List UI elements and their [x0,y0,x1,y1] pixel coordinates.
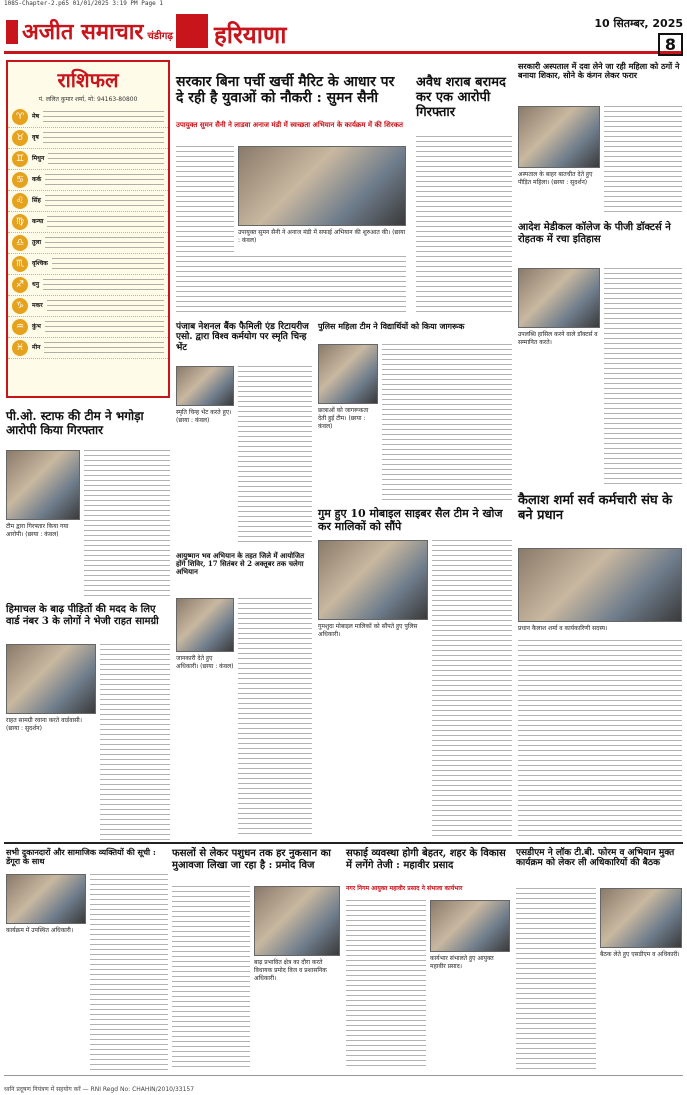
footer [4,1075,683,1093]
virgo-icon: ♍ [12,214,28,230]
rashi-item: ♉ वृष [8,128,168,149]
himalaya-photo-caption: राहत सामग्री रवाना करते वार्डवासी। (छाया : सुदर्शन) [6,717,82,732]
print-slug: 1085-Chapter-2.p65 01/01/2025 3:19 PM Page 1 [4,0,163,7]
sdm-headline: एसडीएम ने लॉक टी.बी. फोरम व अभियान मुक्त कार्यक्रम को लेकर ली अधिकारियों की बैठक [516,848,675,869]
sangrah-headline: सभी दुकानदारों और सामाजिक व्यक्तियों की सूची : डेंगूरा के साथ [6,847,156,867]
divider [4,842,683,844]
issue-date: 10 सितम्बर, 2025 [594,17,683,30]
date-box [584,16,683,54]
po-staff-photo-caption: टीम द्वारा गिरफ्तार किया गया आरोपी। (छाया : कंवल) [6,523,69,538]
section-title: हरियाणा [214,20,287,49]
gemini-icon: ♊ [12,151,28,167]
rashifal-list [8,107,168,359]
pnb-body [238,366,312,546]
cyber-headline: गुम हुए 10 मोबाइल साइबर सैल टीम ने खोज कर मालिकों को सौंपे [318,507,503,533]
footer-text: ध्वनि प्रदूषण नियंत्रण में सहयोग करें — RNI Regd No: CHAHIN/2010/33157 [4,1086,195,1093]
police-women-body [382,344,512,504]
crops-photo [254,886,340,956]
pisces-icon: ♓ [12,340,28,356]
taurus-icon: ♉ [12,130,28,146]
liquor-body [416,136,512,316]
cleanliness-photo-caption: कार्यभार संभालते हुए आयुक्त महावीर प्रसाद। [430,955,494,970]
himalaya-headline: हिमाचल के बाढ़ पीड़ितों की मदद के लिए वार्ड नंबर 3 के लोगों ने भेजी राहत सामग्री [6,604,159,627]
rashi-item: ♒ कुंभ [8,317,168,338]
cyber-photo-caption: गुमशुदा मोबाइल मालिकों को सौंपते हुए पुलिस अधिकारी। [318,623,418,638]
sangrah-photo [6,874,86,924]
kailash-body [518,640,682,840]
sdm-body [516,888,596,1070]
cyber-body [432,540,512,840]
police-women-headline: पुलिस महिला टीम ने विद्यार्थियों को किया जागरूक [318,321,465,331]
pnb-photo [176,366,234,406]
sagittarius-icon: ♐ [12,277,28,293]
rashi-item: ♌ सिंह [8,191,168,212]
pnb-headline: पंजाब नेशनल बैंक फैमिली एंड रिटायरीज एसो. द्वारा विश्व कर्मयोग पर स्मृति चिन्ह भेंट [176,322,309,353]
aquarius-icon: ♒ [12,319,28,335]
rashi-item: ♐ धनु [8,275,168,296]
crops-headline: फसलों से लेकर पशुधन तक हर नुकसान का मुआवजा लिखा जा रहा है : प्रमोद विज [172,848,331,871]
himalaya-photo [6,644,96,714]
medical-photo [518,268,600,328]
scorpio-icon: ♏ [12,256,28,272]
sdm-photo-caption: बैठक लेते हुए एसडीएम व अधिकारी। [600,951,680,958]
police-women-photo-caption: छात्राओं को जागरूकता देती हुई टीम। (छाया : कंवल) [318,407,369,430]
hospital-photo-caption: अस्पताल के बाहर बातचीत देते हुए पीड़ित महिला। (छाया : सुदर्शन) [518,171,593,186]
masthead [4,12,683,54]
sangrah-photo-caption: कार्यक्रम में उपस्थित अधिकारी। [6,927,74,934]
cleanliness-headline: सफाई व्यवस्था होगी बेहतर, शहर के विकास में लगेंगे तेजी : महावीर प्रसाद [346,848,506,871]
ayushman-photo [176,598,234,652]
lead-photo-caption: उपायुक्त सुमन सैनी ने अनाज मंडी में सफाई अभियान की शुरुआत की। (छाया : कंवल) [238,229,406,244]
rashi-item: ♈ मेष [8,107,168,128]
kailash-photo [518,548,682,622]
medical-headline: आदेश मेडीकल कॉलेज के पीजी डॉक्टर्स ने रोहतक में रचा इतिहास [518,222,671,245]
rashifal-box [6,60,170,398]
crops-body [172,886,250,1070]
rashifal-title: राशिफल [57,68,119,92]
ayushman-photo-caption: जानकारी देते हुए अधिकारी। (छाया : कंवल) [176,655,234,670]
ayushman-headline: आयुष्मान भव अभियान के तहत जिले में आयोजित होंगे शिविर, 17 सितंबर से 2 अक्तूबर तक चलेगा अभियान [176,551,305,577]
pnb-photo-caption: स्मृति चिन्ह भेंट करते हुए। (छाया : कंवल) [176,409,232,424]
rashi-item: ♎ तुला [8,233,168,254]
aries-icon: ♈ [12,109,28,125]
medical-body [604,268,682,488]
lead-photo [238,146,406,226]
crops-photo-caption: बाढ़ प्रभावित क्षेत्र का दौरा करते विधायक प्रमोद विज व प्रशासनिक अधिकारी। [254,959,327,982]
newspaper-logo: अजीत समाचार चंडीगढ़ [22,19,173,45]
cleanliness-subhead: नगर निगम आयुक्त महावीर प्रसाद ने संभाला कार्यभार [346,885,463,892]
rashi-item: ♑ मकर [8,296,168,317]
leo-icon: ♌ [12,193,28,209]
himalaya-body [100,644,170,840]
cleanliness-body [346,900,426,1070]
po-staff-body [84,450,170,600]
rashifal-author: पं. ललित कुमार शर्मा, मो: 94163-80800 [38,96,138,103]
rashi-item: ♊ मिथुन [8,149,168,170]
page-number: 8 [658,33,683,56]
sdm-photo [600,888,682,948]
kailash-photo-caption: प्रधान कैलाश शर्मा व कार्यकारिणी सदस्य। [518,625,608,632]
capricorn-icon: ♑ [12,298,28,314]
lead-body [176,256,406,316]
rashi-item: ♋ कर्क [8,170,168,191]
lead-body-col1 [176,146,234,254]
medical-photo-caption: उपलब्धि हासिल करने वाले डॉक्टर्स व सम्मानित करते। [518,331,598,346]
rashi-item: ♓ मीन [8,338,168,359]
sangrah-body [90,874,168,1070]
hospital-headline: सरकारी अस्पताल में दवा लेने जा रही महिला को ठगों ने बनाया शिकार, सोने के कंगन लेकर फरार [518,61,680,81]
police-women-photo [318,344,378,404]
rashi-item: ♏ वृश्चिक [8,254,168,275]
rashi-item: ♍ कन्या [8,212,168,233]
cancer-icon: ♋ [12,172,28,188]
lead-headline: सरकार बिना पर्ची खर्ची मैरिट के आधार पर दे रही है युवाओं को नौकरी : सुमन सैनी [176,74,395,107]
libra-icon: ♎ [12,235,28,251]
po-staff-photo [6,450,80,520]
liquor-headline: अवैध शराब बरामद कर एक आरोपी गिरफ्तार [416,75,506,120]
cleanliness-photo [430,900,510,952]
cyber-photo [318,540,428,620]
hospital-photo [518,106,600,168]
hospital-body [604,106,682,216]
kailash-headline: कैलाश शर्मा सर्व कर्मचारी संघ के बने प्रधान [518,493,673,523]
po-staff-headline: पी.ओ. स्टाफ की टीम ने भगोड़ा आरोपी किया गिरफ्तार [6,409,144,437]
lead-subhead: उपायुक्त सुमन सैनी ने लाडवा अनाज मंडी में स्वच्छता अभियान के कार्यक्रम में की शिरकत [176,121,403,129]
ayushman-body [238,598,312,838]
